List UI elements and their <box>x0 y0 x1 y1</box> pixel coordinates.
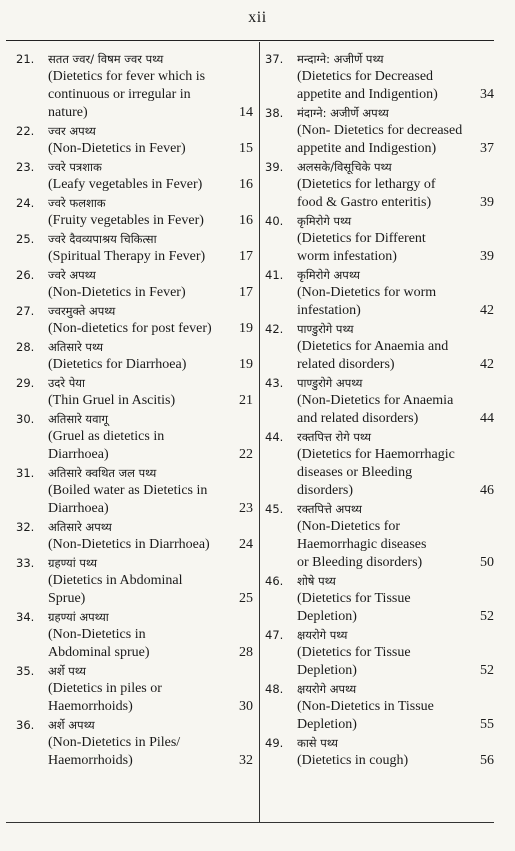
toc-entry-english-line <box>16 446 253 464</box>
toc-entry-hindi-title: अतिसारे अपथ्य <box>48 520 112 534</box>
toc-entry <box>16 266 253 302</box>
toc-entry-number: 48. <box>265 682 284 696</box>
toc-entry-english-line <box>265 338 494 356</box>
toc-entry <box>16 464 253 518</box>
toc-entry-english-line <box>265 482 494 500</box>
toc-entry-english-line <box>16 284 253 302</box>
toc-entry-english-text: (Dietetics for Haemorrhagic <box>297 447 455 462</box>
toc-entry-english-line <box>16 644 253 662</box>
toc-entry <box>16 122 253 158</box>
toc-entry-english-text: (Spiritual Therapy in Fever) <box>48 249 206 264</box>
toc-entry-hindi-title: ज्वरे दैवव्यपाश्रय चिकित्सा <box>48 232 157 246</box>
toc-entry-hindi-title: ज्वरे पत्रशाक <box>48 160 102 174</box>
toc-entry-hindi-line <box>16 554 253 572</box>
toc-entry-page-number: 19 <box>239 357 253 372</box>
toc-entry-english-text: Depletion) <box>297 663 357 678</box>
toc-entry-number: 30. <box>16 412 35 426</box>
toc-entry-hindi-line <box>265 734 494 752</box>
toc-entry-number: 28. <box>16 340 35 354</box>
toc-entry-hindi-title: शोषे पथ्य <box>297 574 336 588</box>
toc-entry-number: 42. <box>265 322 284 336</box>
toc-entry-english-text: Haemorrhagic diseases <box>297 537 427 552</box>
toc-entry-page-number: 46 <box>480 483 494 498</box>
toc-entry-english-text: (Dietetics in cough) <box>297 753 409 768</box>
toc-entry <box>265 320 494 374</box>
toc-entry-english-text: related disorders) <box>297 357 395 372</box>
toc-entry <box>265 626 494 680</box>
toc-entry-english-text: disorders) <box>297 483 353 498</box>
toc-entry-number: 25. <box>16 232 35 246</box>
toc-entry-english-text: diseases or Bleeding <box>297 465 413 480</box>
toc-entry-hindi-title: क्षयरोगे पथ्य <box>297 628 348 642</box>
toc-entry-hindi-line <box>16 518 253 536</box>
toc-entry-hindi-title: कृमिरोगे अपथ्य <box>297 268 360 282</box>
toc-entry-hindi-line <box>265 572 494 590</box>
toc-entry-english-line <box>265 176 494 194</box>
toc-entry-page-number: 24 <box>239 537 253 552</box>
toc-entry-hindi-title: अर्शे अपथ्य <box>48 718 95 732</box>
toc-entry-page-number: 22 <box>239 447 253 462</box>
toc-entry-page-number: 44 <box>480 411 494 426</box>
toc-entry-hindi-title: ज्वरे फलशाक <box>48 196 106 210</box>
toc-entry-number: 47. <box>265 628 284 642</box>
toc-entry-page-number: 16 <box>239 213 253 228</box>
toc-entry-english-line <box>16 68 253 86</box>
toc-entry-english-text: (Dietetics in Abdominal <box>48 573 183 588</box>
toc-entry-english-text: (Dietetics for Decreased <box>297 69 434 84</box>
toc-entry <box>16 302 253 338</box>
toc-entry-hindi-line <box>265 500 494 518</box>
toc-entry-english-line <box>16 320 253 338</box>
toc-entry-hindi-line <box>265 428 494 446</box>
toc-entry-number: 43. <box>265 376 284 390</box>
toc-entry <box>16 716 253 770</box>
toc-entry-english-line <box>265 716 494 734</box>
toc-entry-hindi-title: ज्वरमुक्ते अपथ्य <box>48 304 116 318</box>
toc-entry-number: 41. <box>265 268 284 282</box>
toc-entry-hindi-line <box>16 50 253 68</box>
toc-entry-hindi-title: रक्तपित्त रोगे पथ्य <box>297 430 371 444</box>
toc-entry-page-number: 34 <box>480 87 494 102</box>
toc-entry-hindi-title: सतत ज्वर/ विषम ज्वर पथ्य <box>48 52 164 66</box>
toc-entry-number: 34. <box>16 610 35 624</box>
toc-entry-hindi-line <box>265 320 494 338</box>
toc-entry-english-text: (Dietetics for Anaemia and <box>297 339 449 354</box>
toc-entry <box>265 266 494 320</box>
toc-entry-page-number: 50 <box>480 555 494 570</box>
toc-entry-english-text: or Bleeding disorders) <box>297 555 423 570</box>
toc-entry-english-text: appetite and Indigestion) <box>297 141 437 156</box>
toc-entry-english-text: worm infestation) <box>297 249 397 264</box>
toc-entry-english-text: food & Gastro enteritis) <box>297 195 432 210</box>
toc-entry-number: 26. <box>16 268 35 282</box>
toc-entry-hindi-title: मन्दाग्ने: अजीर्णे पथ्य <box>297 52 384 66</box>
toc-entry-page-number: 37 <box>480 141 494 156</box>
toc-entry-english-text: (Non-Dietetics for worm <box>297 285 437 300</box>
toc-entry-hindi-line <box>16 158 253 176</box>
toc-entry-english-text: (Gruel as dietetics in <box>48 429 165 444</box>
toc-entry-hindi-line <box>265 158 494 176</box>
toc-entry-english-line <box>265 464 494 482</box>
toc-entry-hindi-title: अतिसारे पथ्य <box>48 340 104 354</box>
toc-entry-english-text: (Dietetics in piles or <box>48 681 162 696</box>
toc-entry <box>16 194 253 230</box>
toc-entry-english-line <box>16 680 253 698</box>
toc-entry-english-text: Sprue) <box>48 591 86 606</box>
toc-entry <box>16 230 253 266</box>
toc-entry-page-number: 19 <box>239 321 253 336</box>
toc-entry-number: 45. <box>265 502 284 516</box>
toc-entry-english-line <box>265 392 494 410</box>
toc-entry <box>16 554 253 608</box>
toc-entry-english-line <box>265 608 494 626</box>
toc-entry-english-text: Diarrhoea) <box>48 447 109 462</box>
toc-entry-english-text: (Non-Dietetics in Tissue <box>297 699 434 714</box>
toc-entry-number: 31. <box>16 466 35 480</box>
toc-entry-english-line <box>16 104 253 122</box>
toc-entry-english-text: (Non-Dietetics for Anaemia <box>297 393 454 408</box>
toc-entry-english-line <box>16 176 253 194</box>
toc-entry-number: 38. <box>265 106 284 120</box>
toc-entry-hindi-line <box>265 266 494 284</box>
toc-entry <box>265 50 494 104</box>
toc-entry-english-text: (Dietetics for Different <box>297 231 426 246</box>
toc-entry-page-number: 28 <box>239 645 253 660</box>
toc-entry-english-text: (Boiled water as Dietetics in <box>48 483 208 498</box>
toc-entry-hindi-line <box>265 104 494 122</box>
toc-entry-english-line <box>265 284 494 302</box>
toc-entry-english-text: continuous or irregular in <box>48 87 191 102</box>
toc-entry-english-line <box>265 140 494 158</box>
toc-entry-english-line <box>16 536 253 554</box>
toc-entry-number: 21. <box>16 52 35 66</box>
toc-entry-number: 32. <box>16 520 35 534</box>
toc-entry-number: 23. <box>16 160 35 174</box>
toc-entry-english-text: (Dietetics for Tissue <box>297 591 411 606</box>
toc-entry-english-line <box>265 662 494 680</box>
toc-entry-number: 40. <box>265 214 284 228</box>
toc-entry-hindi-line <box>16 410 253 428</box>
toc-entry-page-number: 39 <box>480 195 494 210</box>
toc-entry <box>16 374 253 410</box>
toc-entry-english-text: (Leafy vegetables in Fever) <box>48 177 203 192</box>
toc-entry-page-number: 25 <box>239 591 253 606</box>
toc-entry-page-number: 14 <box>239 105 253 120</box>
toc-entry-number: 22. <box>16 124 35 138</box>
toc-entry-hindi-line <box>16 230 253 248</box>
toc-entry-english-text: (Thin Gruel in Ascitis) <box>48 393 176 408</box>
toc-entry-english-line <box>265 248 494 266</box>
toc-entry-english-line <box>16 626 253 644</box>
toc-entry-hindi-line <box>265 374 494 392</box>
toc-entry-hindi-title: ग्रहण्यां अपथ्या <box>48 610 109 624</box>
toc-entry-hindi-line <box>16 464 253 482</box>
toc-entry-english-text: (Non-Dietetics for <box>297 519 401 534</box>
toc-entry-english-line <box>265 410 494 428</box>
toc-entry-english-line <box>16 248 253 266</box>
toc-entry-english-line <box>16 752 253 770</box>
toc-entry-hindi-title: अर्शे पथ्य <box>48 664 86 678</box>
toc-entry <box>16 50 253 122</box>
toc-entry-page-number: 52 <box>480 663 494 678</box>
toc-entry-number: 46. <box>265 574 284 588</box>
toc-entry-english-line <box>265 590 494 608</box>
page-number: xii <box>248 9 267 26</box>
toc-entry-page-number: 52 <box>480 609 494 624</box>
toc-entry-number: 49. <box>265 736 284 750</box>
toc-entry-hindi-title: ज्वर अपथ्य <box>48 124 96 138</box>
toc-entry-english-line <box>16 140 253 158</box>
toc-entry-page-number: 23 <box>239 501 253 516</box>
toc-entry-hindi-title: अलसके/विसूचिके पथ्य <box>297 160 392 174</box>
toc-entry-hindi-line <box>265 680 494 698</box>
toc-entry-hindi-line <box>16 662 253 680</box>
toc-entry-page-number: 56 <box>480 753 494 768</box>
toc-entry-english-line <box>265 536 494 554</box>
toc-entry <box>265 212 494 266</box>
toc-entry-english-line <box>265 356 494 374</box>
toc-entry-page-number: 39 <box>480 249 494 264</box>
toc-entry-page-number: 21 <box>239 393 253 408</box>
toc-entry-page-number: 42 <box>480 303 494 318</box>
toc-entry-english-line <box>265 302 494 320</box>
toc-entry-english-line <box>16 356 253 374</box>
toc-entry-page-number: 42 <box>480 357 494 372</box>
toc-entry-hindi-title: पाण्डुरोगे अपथ्य <box>297 376 363 390</box>
toc-entry <box>265 734 494 770</box>
toc-entry-english-text: (Dietetics for Tissue <box>297 645 411 660</box>
toc-entry-english-line <box>16 734 253 752</box>
toc-entry-hindi-title: कृमिरोगे पथ्य <box>297 214 352 228</box>
toc-entry-english-line <box>265 644 494 662</box>
toc-entry-english-line <box>16 500 253 518</box>
toc-entry-english-text: Diarrhoea) <box>48 501 109 516</box>
toc-entry-number: 29. <box>16 376 35 390</box>
toc-entry <box>265 374 494 428</box>
toc-entry-english-text: (Non- Dietetics for decreased <box>297 123 463 138</box>
column-divider <box>259 42 260 822</box>
toc-entry-english-text: (Dietetics for lethargy of <box>297 177 436 192</box>
toc-entry <box>16 410 253 464</box>
toc-entry-hindi-line <box>16 122 253 140</box>
toc-entry <box>265 158 494 212</box>
toc-entry-page-number: 32 <box>239 753 253 768</box>
toc-entry-english-text: (Non-Dietetics in Piles/ <box>48 735 181 750</box>
toc-entry-page-number: 17 <box>239 285 253 300</box>
toc-entry-english-text: Haemorrhoids) <box>48 699 133 714</box>
toc-entry <box>265 680 494 734</box>
toc-entry-number: 27. <box>16 304 35 318</box>
toc-entry-number: 39. <box>265 160 284 174</box>
toc-entry <box>16 338 253 374</box>
toc-entry-hindi-title: ज्वरे अपथ्य <box>48 268 96 282</box>
toc-entry-hindi-title: पाण्डुरोगे पथ्य <box>297 322 354 336</box>
toc-entry-english-line <box>265 752 494 770</box>
toc-entry-number: 37. <box>265 52 284 66</box>
toc-entry-hindi-line <box>16 374 253 392</box>
toc-entry-english-text: Depletion) <box>297 609 357 624</box>
toc-entry-english-line <box>16 572 253 590</box>
toc-entry-page-number: 15 <box>239 141 253 156</box>
toc-entry-hindi-title: कासे पथ्य <box>297 736 338 750</box>
toc-entry-english-text: infestation) <box>297 303 361 318</box>
toc-entry-english-text: Abdominal sprue) <box>48 645 150 660</box>
toc-entry-page-number: 30 <box>239 699 253 714</box>
toc-entry-english-line <box>16 428 253 446</box>
contents-left-column <box>16 50 253 770</box>
toc-entry-hindi-line <box>265 212 494 230</box>
toc-entry-number: 35. <box>16 664 35 678</box>
toc-entry-english-line <box>265 518 494 536</box>
toc-entry-page-number: 17 <box>239 249 253 264</box>
toc-entry-hindi-line <box>16 302 253 320</box>
toc-entry <box>265 104 494 158</box>
toc-entry-english-text: (Dietetics for Diarrhoea) <box>48 357 187 372</box>
top-rule <box>6 40 494 41</box>
toc-entry-english-line <box>265 554 494 572</box>
toc-entry <box>16 608 253 662</box>
toc-entry-number: 33. <box>16 556 35 570</box>
toc-entry-english-line <box>265 446 494 464</box>
toc-entry-english-text: (Non-Dietetics in Diarrhoea) <box>48 537 210 552</box>
toc-entry-hindi-line <box>265 626 494 644</box>
toc-entry-hindi-title: रक्तपित्ते अपथ्य <box>297 502 362 516</box>
toc-entry <box>265 428 494 500</box>
toc-entry-page-number: 16 <box>239 177 253 192</box>
toc-entry-english-line <box>265 194 494 212</box>
toc-entry-english-line <box>16 86 253 104</box>
toc-entry <box>16 662 253 716</box>
toc-entry-english-line <box>265 68 494 86</box>
toc-entry-english-text: and related disorders) <box>297 411 419 426</box>
toc-entry-hindi-title: अतिसारे यवागू <box>48 412 108 426</box>
toc-entry-hindi-title: ग्रहण्यां पथ्य <box>48 556 97 570</box>
toc-entry-english-line <box>16 698 253 716</box>
toc-entry-english-text: (Fruity vegetables in Fever) <box>48 213 204 228</box>
toc-entry-english-line <box>265 230 494 248</box>
toc-entry-hindi-line <box>16 608 253 626</box>
toc-entry <box>16 158 253 194</box>
toc-entry-english-text: (Non-Dietetics in <box>48 627 146 642</box>
toc-entry-number: 44. <box>265 430 284 444</box>
toc-entry <box>16 518 253 554</box>
toc-entry-hindi-line <box>16 194 253 212</box>
toc-entry-english-text: (Non-dietetics for post fever) <box>48 321 212 336</box>
toc-entry-english-text: appetite and Indigention) <box>297 87 438 102</box>
toc-entry-english-line <box>265 122 494 140</box>
toc-entry-page-number: 55 <box>480 717 494 732</box>
toc-entry-english-text: (Dietetics for fever which is <box>48 69 206 84</box>
contents-right-column <box>265 50 494 770</box>
toc-entry-hindi-title: क्षयरोगे अपथ्य <box>297 682 357 696</box>
toc-entry-english-line <box>265 86 494 104</box>
toc-entry-hindi-line <box>265 50 494 68</box>
toc-entry <box>265 572 494 626</box>
toc-entry-number: 24. <box>16 196 35 210</box>
toc-entry-english-line <box>16 482 253 500</box>
toc-entry-hindi-line <box>16 716 253 734</box>
toc-entry-english-text: (Non-Dietetics in Fever) <box>48 141 186 156</box>
bottom-rule <box>6 822 494 823</box>
toc-entry-hindi-line <box>16 338 253 356</box>
toc-entry-english-line <box>265 698 494 716</box>
toc-entry <box>265 500 494 572</box>
toc-entry-english-line <box>16 590 253 608</box>
toc-entry-english-text: (Non-Dietetics in Fever) <box>48 285 186 300</box>
toc-entry-english-text: Haemorrhoids) <box>48 753 133 768</box>
toc-entry-hindi-title: मंदाग्ने: अजीर्णे अपथ्य <box>297 106 389 120</box>
toc-entry-english-line <box>16 212 253 230</box>
toc-entry-english-text: Depletion) <box>297 717 357 732</box>
toc-entry-number: 36. <box>16 718 35 732</box>
toc-entry-hindi-line <box>16 266 253 284</box>
toc-entry-english-text: nature) <box>48 105 88 120</box>
toc-entry-hindi-title: अतिसारे क्वथित जल पथ्य <box>48 466 157 480</box>
toc-entry-english-line <box>16 392 253 410</box>
toc-entry-hindi-title: उदरे पेया <box>48 376 85 390</box>
